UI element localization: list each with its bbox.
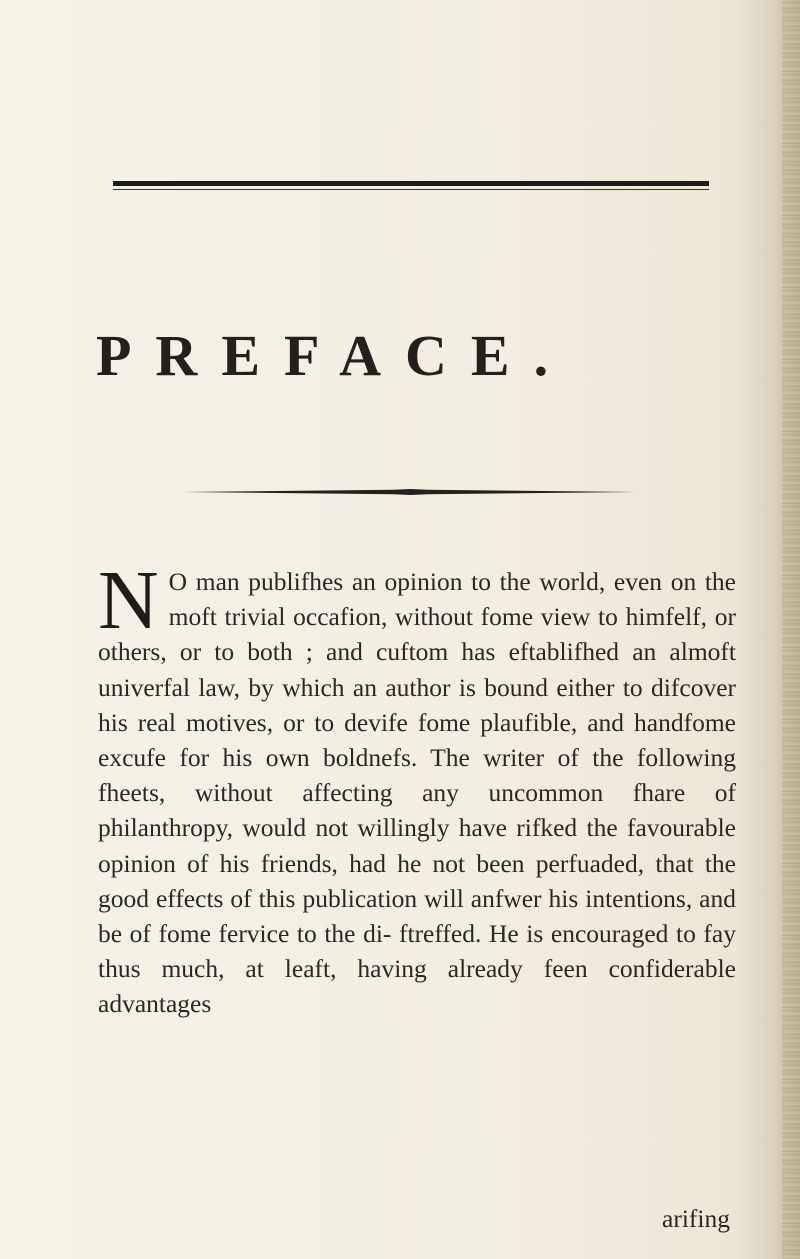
preface-body-text: O man publifhes an opinion to the world, even on the moft trivial occafion, without fome view to himfelf, or others, or to both ; and cuftom has eftablifhed an almoft univerfal law, by which an author is bound either to difcover his real motives, or to devife fome plaufible, and handfome excufe for his own boldnefs. The writer of the following fheets, without affecting any uncommon fhare of philanthropy, would not willingly have rifked the favourable opinion of his friends, had he not been perfuaded, that the good effects of this publication will anfwer his intentions, and be of fome fervice to the di- ftreffed. He is encouraged to fay thus much, at leaft, having already feen confiderable advantages xyxy=(98,567,736,1019)
preface-body xyxy=(98,554,736,1022)
page-edge xyxy=(782,0,800,1259)
header-thick-rule xyxy=(113,181,709,186)
ornament-rule xyxy=(183,489,638,495)
header-thin-rule xyxy=(113,189,709,190)
page-title: PREFACE. xyxy=(96,323,573,388)
catchword: arifing xyxy=(662,1204,730,1233)
drop-cap: N xyxy=(98,554,159,647)
